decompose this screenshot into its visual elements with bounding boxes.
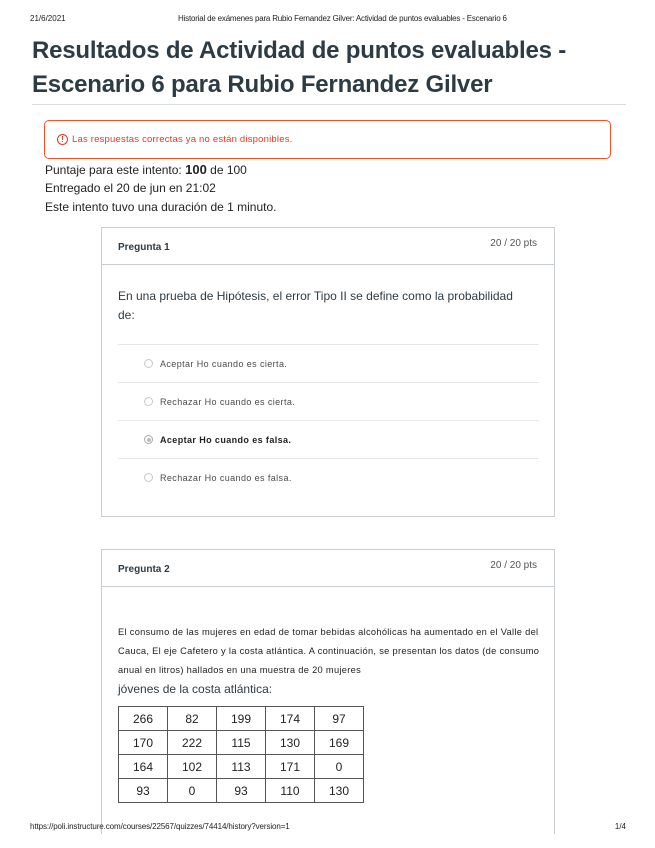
print-header xyxy=(0,14,655,26)
table-cell: 0 xyxy=(315,755,364,779)
table-cell: 0 xyxy=(168,779,217,803)
question-2 xyxy=(101,549,555,834)
answer-option xyxy=(118,344,539,382)
attempt-submitted: Entregado el 20 de jun en 21:02 xyxy=(45,181,216,195)
answer-option xyxy=(118,382,539,420)
print-document-title: Historial de exámenes para Rubio Fernandez Gilver: Actividad de puntos evaluables - Escenario 6 xyxy=(178,14,507,23)
table-cell: 174 xyxy=(266,707,315,731)
radio-button xyxy=(144,473,153,482)
page-title-line-1: Resultados de Actividad de puntos evaluables - xyxy=(32,37,567,64)
answer-option-selected xyxy=(118,420,539,458)
question-name: Pregunta 1 xyxy=(118,242,170,253)
table-cell: 93 xyxy=(119,779,168,803)
table-row xyxy=(119,731,364,755)
table-cell: 110 xyxy=(266,779,315,803)
question-text-main: El consumo de las mujeres en edad de tomar bebidas alcohólicas ha aumentado en el Valle del Cauca, El eje Cafetero y la costa atlántica. A continuación, se presentan los datos (de consumo anual en litros) hallados en una muestra de 20 mujeres xyxy=(118,627,540,675)
question-1 xyxy=(101,227,555,517)
table-cell: 97 xyxy=(315,707,364,731)
answer-text: Rechazar Ho cuando es cierta. xyxy=(160,397,296,407)
radio-button xyxy=(144,397,153,406)
page-title-line-2: Escenario 6 para Rubio Fernandez Gilver xyxy=(32,71,493,98)
question-text: En una prueba de Hipótesis, el error Tipo II se define como la probabilidad de: xyxy=(118,289,513,322)
table-row xyxy=(119,779,364,803)
table-row xyxy=(119,707,364,731)
radio-button xyxy=(144,359,153,368)
print-footer xyxy=(0,822,655,834)
answer-text: Rechazar Ho cuando es falsa. xyxy=(160,473,292,483)
score-total: de 100 xyxy=(210,163,247,177)
table-cell: 130 xyxy=(315,779,364,803)
answer-option xyxy=(118,458,539,496)
table-cell: 170 xyxy=(119,731,168,755)
table-cell: 222 xyxy=(168,731,217,755)
answers-unavailable-alert xyxy=(44,120,611,159)
table-cell: 115 xyxy=(217,731,266,755)
answer-list xyxy=(118,344,539,496)
attempt-duration: Este intento tuvo una duración de 1 minuto. xyxy=(45,200,277,214)
consumption-data-table xyxy=(118,706,364,803)
table-cell: 82 xyxy=(168,707,217,731)
radio-button-checked xyxy=(144,435,153,444)
table-cell: 171 xyxy=(266,755,315,779)
table-cell: 169 xyxy=(315,731,364,755)
question-points: 20 / 20 pts xyxy=(490,560,537,571)
page-number: 1/4 xyxy=(614,822,626,831)
table-cell: 93 xyxy=(217,779,266,803)
answer-text: Aceptar Ho cuando es cierta. xyxy=(160,359,288,369)
alert-text: Las respuestas correctas ya no están disponibles. xyxy=(72,134,293,145)
answer-text: Aceptar Ho cuando es falsa. xyxy=(160,435,292,445)
page-title xyxy=(32,34,632,102)
exclamation-circle-icon: ! xyxy=(57,134,68,145)
question-text xyxy=(118,623,542,700)
question-text-tail: jóvenes de la costa atlántica: xyxy=(118,682,273,696)
score-label: Puntaje para este intento: xyxy=(45,163,182,177)
score-value: 100 xyxy=(185,162,207,177)
question-header xyxy=(102,228,554,265)
question-name: Pregunta 2 xyxy=(118,564,170,575)
title-divider xyxy=(32,104,626,105)
table-cell: 266 xyxy=(119,707,168,731)
table-cell: 113 xyxy=(217,755,266,779)
print-url: https://poli.instructure.com/courses/22567/quizzes/74414/history?version=1 xyxy=(30,822,290,831)
question-points: 20 / 20 pts xyxy=(490,238,537,249)
table-cell: 130 xyxy=(266,731,315,755)
attempt-score xyxy=(45,162,247,177)
question-header xyxy=(102,550,554,587)
table-cell: 102 xyxy=(168,755,217,779)
table-cell: 164 xyxy=(119,755,168,779)
table-cell: 199 xyxy=(217,707,266,731)
print-date: 21/6/2021 xyxy=(30,14,66,23)
table-row xyxy=(119,755,364,779)
